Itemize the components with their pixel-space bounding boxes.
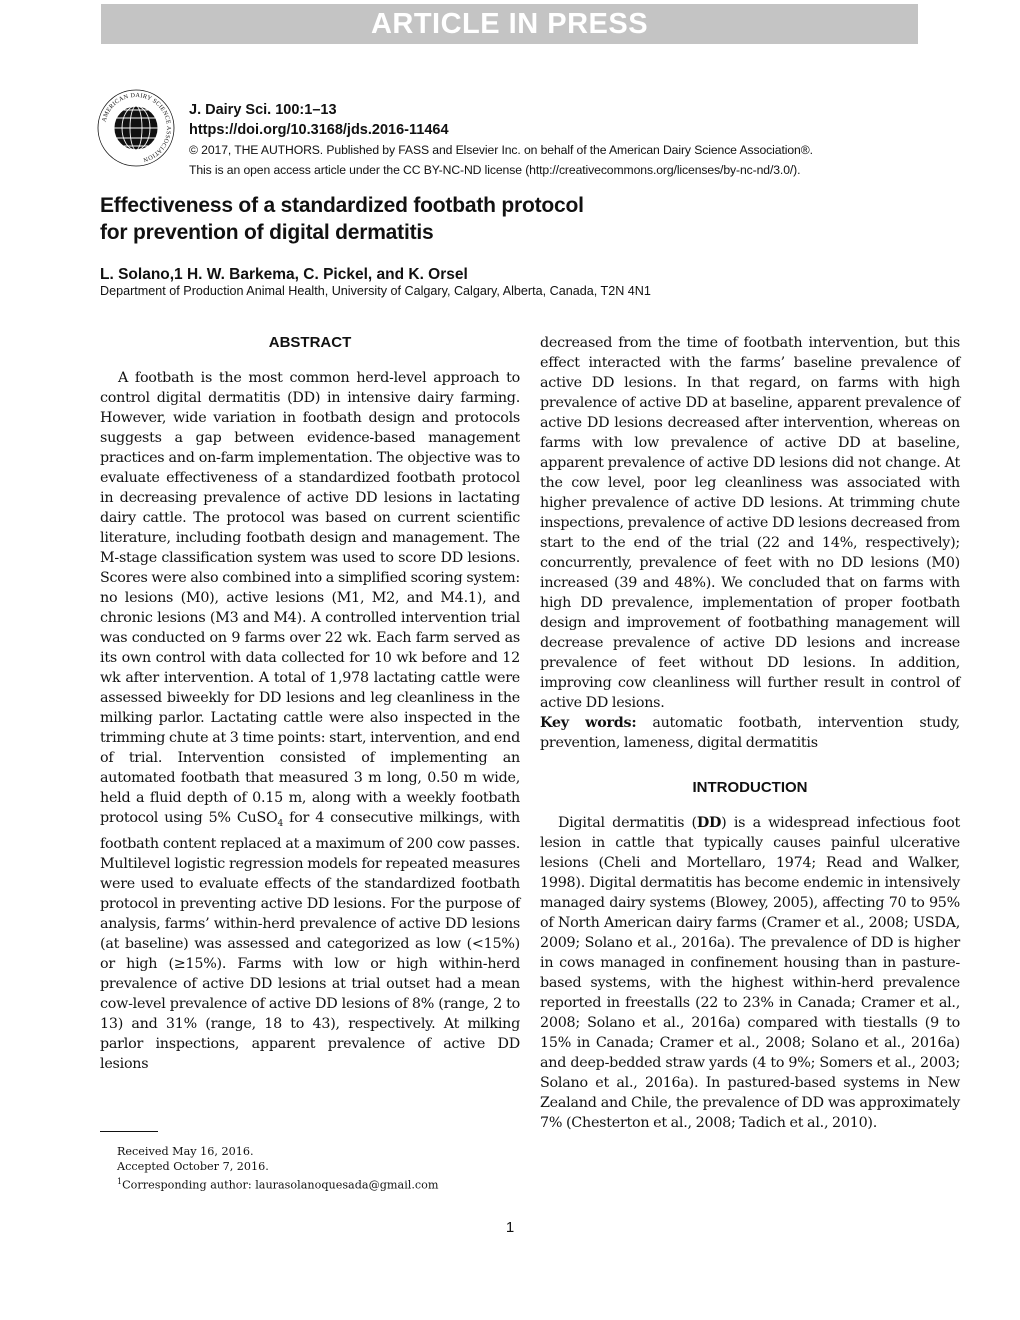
footnotes <box>117 1144 517 1193</box>
abstract-text-part-2: for 4 consecutive milkings, with footbath content replaced at a maximum of 200 cow passes. Multilevel logistic regression models for repeated measures were used to evaluate effects of the standardized footbath protocol in preventing active DD lesions. For the purpose of analysis, farms’ within-herd prevalence of active DD lesions (at baseline) was assessed and categorized as low (<15%) or high (≥15%). Farms with low or high within-herd prevalence of active DD lesions at trial outset had a mean cow-level prevalence of active DD lesions of 8% (range, 2 to 13) and 31% (range, 18 to 43), respectively. At milking parlor inspections, apparent prevalence of active DD lesions <box>100 810 521 1072</box>
corresponding-author-text[interactable]: Corresponding author: laurasolanoquesada@gmail.com <box>122 1178 439 1192</box>
left-column <box>100 333 520 1074</box>
received-date: Received May 16, 2016. <box>117 1145 254 1158</box>
dd-abbreviation: DD <box>696 815 722 831</box>
subscript-4: 4 <box>277 818 284 829</box>
accepted-date: Accepted October 7, 2016. <box>117 1160 269 1173</box>
affiliation: Department of Production Animal Health, University of Calgary, Calgary, Alberta, Canada, T2N 4N1 <box>100 284 651 298</box>
intro-text-body: ) is a widespread infectious foot lesion in cattle that typically causes painful ulcerative lesions (Cheli and Mortellaro, 1974; Read and Walker, 1998). Digital dermatitis has become endemic in intensively managed dairy systems (Blowey, 2005), affecting 70 to 95% of North American dairy farms (Cramer et al., 2008; USDA, 2009; Solano et al., 2016a). The prevalence of DD is higher in cows managed in confinement housing than in pasture-based systems, with the highest within-herd prevalence reported in freestalls (22 to 23% in Canada; Cramer et al., 2008; Solano et al., 2016a) compared with tiestalls (9 to 15% in Canada; Cramer et al., 2008; Solano et al., 2016a) and deep-bedded straw yards (4 to 9%; Somers et al., 2003; Solano et al., 2016a). In pastured-based systems in New Zealand and Chile, the prevalence of DD was approximately 7% (Chesterton et al., 2008; Tadich et al., 2010). <box>540 815 960 1131</box>
introduction-paragraph <box>540 813 960 1133</box>
intro-text-lead: Digital dermatitis ( <box>558 815 697 831</box>
keywords-label: Key words: <box>540 715 637 731</box>
corresponding-author <box>117 1174 517 1193</box>
author-list: L. Solano,1 H. W. Barkema, C. Pickel, and K. Orsel <box>100 266 468 283</box>
journal-citation: J. Dairy Sci. 100:1–13 <box>189 102 337 118</box>
footnote-divider <box>100 1131 158 1132</box>
journal-info <box>189 100 919 180</box>
page-number: 1 <box>505 1219 515 1236</box>
title-line-1: Effectiveness of a standardized footbath protocol <box>100 194 584 217</box>
doi-link[interactable]: https://doi.org/10.3168/jds.2016-11464 <box>189 122 449 138</box>
introduction-heading: INTRODUCTION <box>692 779 808 796</box>
copyright-line: © 2017, THE AUTHORS. Published by FASS and Elsevier Inc. on behalf of the American Dairy Science Association®. <box>189 143 813 157</box>
title-line-2: for prevention of digital dermatitis <box>100 221 434 244</box>
seal-ring-text: AMERICAN DAIRY SCIENCE ASSOCIATION <box>100 91 173 164</box>
abstract-paragraph <box>100 368 520 1074</box>
abstract-heading: ABSTRACT <box>268 334 352 351</box>
abstract-continuation: decreased from the time of footbath intervention, but this effect interacted with the farms’ baseline prevalence of active DD lesions. In that regard, on farms with high prevalence of active DD at baseline, apparent prevalence of active DD lesions decreased after intervention, whereas on farms with low prevalence of active DD at baseline, apparent prevalence of active DD lesions did not change. At the cow level, poor leg cleanliness was associated with higher prevalence of active DD lesions. At trimming chute inspections, prevalence of active DD lesions decreased from start to the end of the trial (22 and 14%, respectively); concurrently, prevalence of feet with no DD lesions (M0) increased (39 and 48%). We concluded that on farms with high DD prevalence, implementation of proper footbath design and improvement of footbathing management will decrease prevalence of active DD lesions and increase prevalence of feet without DD lesions. In addition, improving cow cleanliness will further result in control of active DD lesions. <box>540 335 960 711</box>
keywords-paragraph <box>540 713 960 753</box>
corr-mark: 1 <box>117 1177 123 1186</box>
right-column <box>540 333 960 1133</box>
keywords-list: automatic footbath, intervention study, prevention, lameness, digital dermatitis <box>540 715 960 751</box>
article-title <box>100 192 920 246</box>
license-line: This is an open access article under the CC BY-NC-ND license (http://creativecommons.org/licenses/by-nc-nd/3.0/). <box>189 163 801 177</box>
adsa-seal-icon <box>96 88 176 168</box>
article-in-press-banner: ARTICLE IN PRESS <box>101 4 918 44</box>
abstract-text-part-1: A footbath is the most common herd-level approach to control digital dermatitis (DD) in intensive dairy farming. However, wide variation in footbath design and protocols suggests a gap between evidence-based management practices and on-farm implementation. The objective was to evaluate effectiveness of a standardized footbath protocol in decreasing prevalence of active DD lesions in lactating dairy cattle. The protocol was based on current scientific literature, including footbath design and management. The M-stage classification system was used to score DD lesions. Scores were also combined into a simplified scoring system: no lesions (M0), active lesions (M1, M2, and M4.1), and chronic lesions (M3 and M4). A controlled intervention trial was conducted on 9 farms over 22 wk. Each farm served as its own control with data collected for 10 wk before and 12 wk after intervention. A total of 1,978 lactating cattle were assessed biweekly for DD lesions and leg cleanliness in the milking parlor. Lactating cattle were also inspected in the trimming chute at 3 time points: start, intervention, and end of trial. Intervention consisted of implementing an automated footbath that measured 3 m long, 0.50 m wide, held a fluid depth of 0.15 m, along with a weekly footbath protocol using 5% CuSO <box>100 370 520 826</box>
